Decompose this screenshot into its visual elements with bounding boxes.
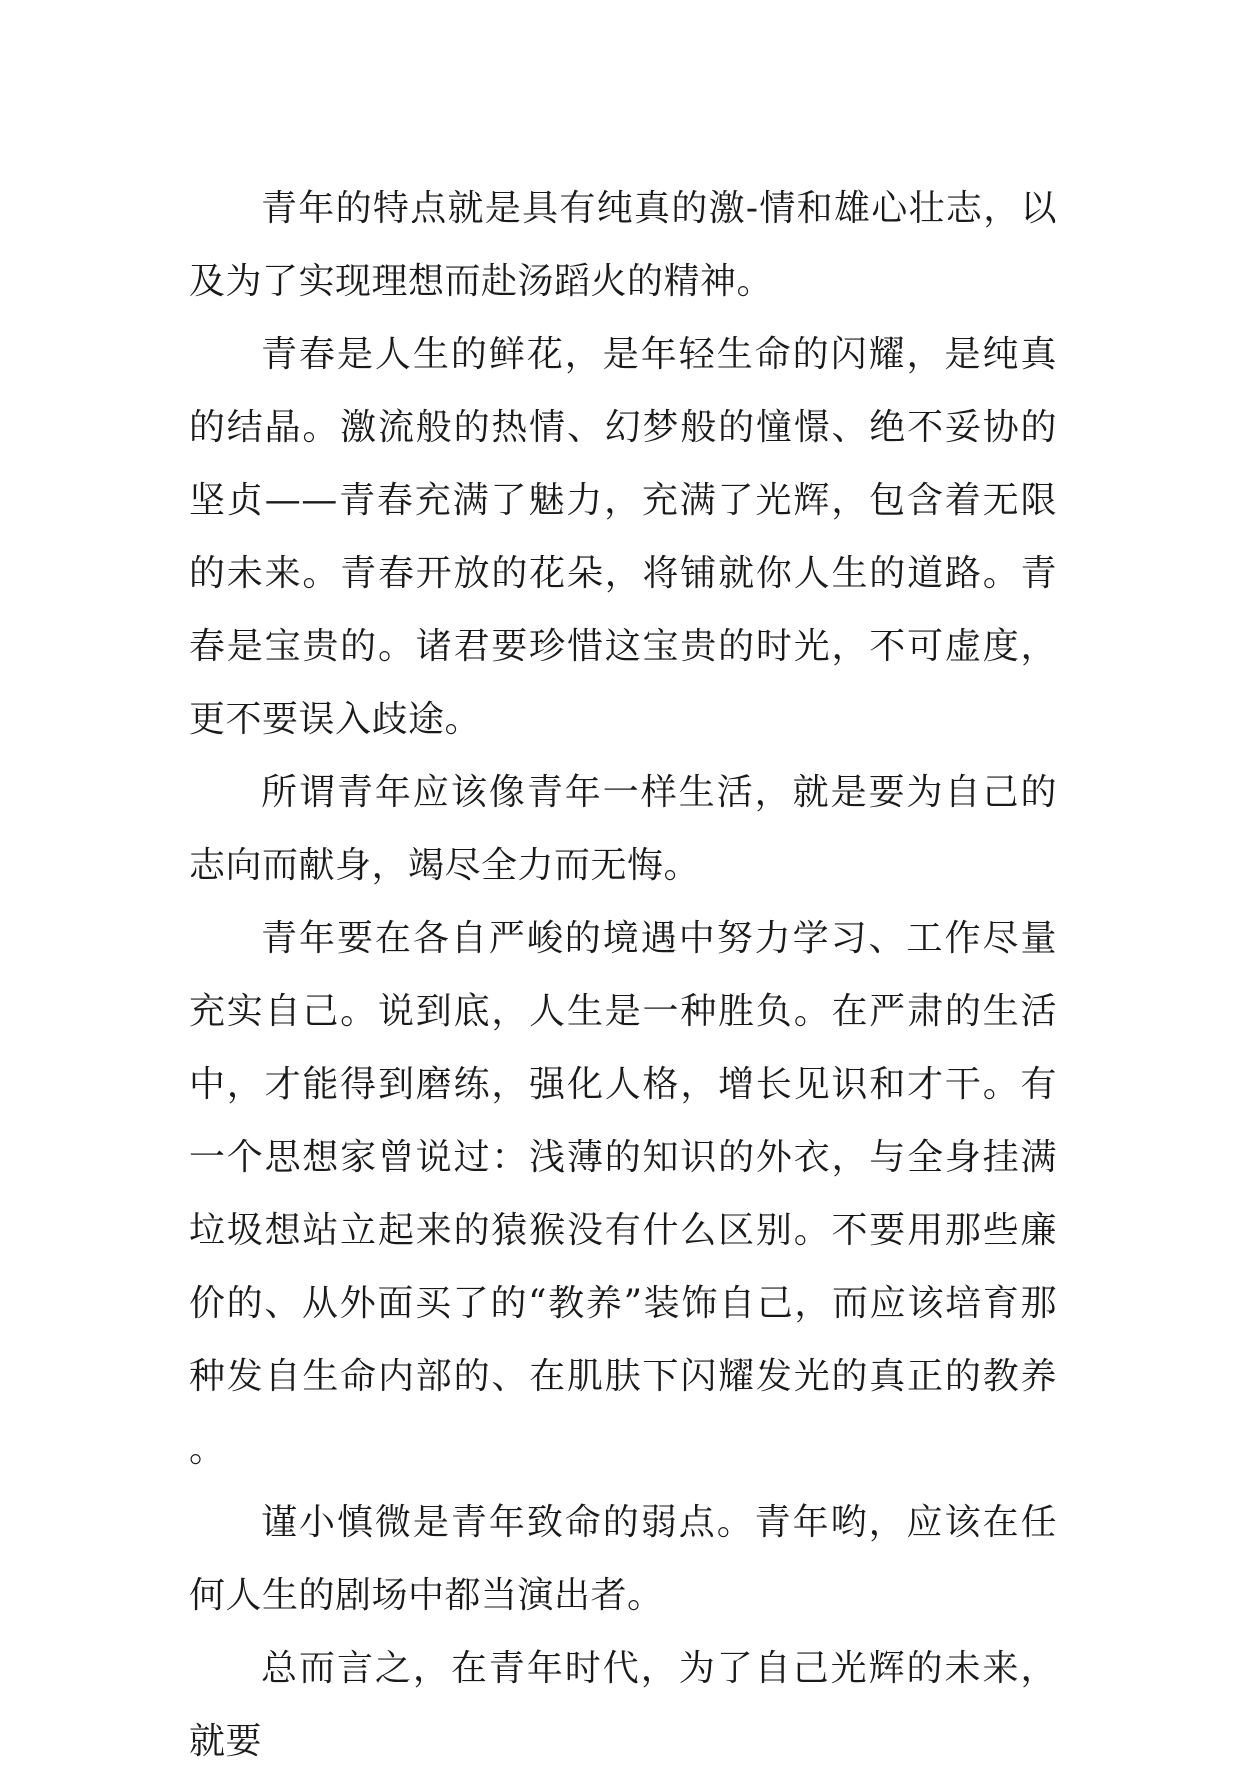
document-body	[189, 172, 1057, 1778]
paragraph-2: 青春是人生的鲜花，是年轻生命的闪耀，是纯真的结晶。激流般的热情、幻梦般的憧憬、绝不妥协的坚贞——青春充满了魅力，充满了光辉，包含着无限的未来。青春开放的花朵，将铺就你人生的道路。青春是宝贵的。诸君要珍惜这宝贵的时光，不可虚度，更不要误入歧途。	[189, 334, 1057, 740]
paragraph-3: 所谓青年应该像青年一样生活，就是要为自己的志向而献身，竭尽全力而无悔。	[189, 772, 1057, 886]
paragraph-1: 青年的特点就是具有纯真的激-情和雄心壮志，以及为了实现理想而赴汤蹈火的精神。	[189, 188, 1057, 302]
paragraph-6: 总而言之，在青年时代，为了自己光辉的未来，就要	[189, 1648, 1057, 1762]
paragraph-5: 谨小慎微是青年致命的弱点。青年哟，应该在任何人生的剧场中都当演出者。	[189, 1502, 1057, 1616]
paragraph-4: 青年要在各自严峻的境遇中努力学习、工作尽量充实自己。说到底，人生是一种胜负。在严肃的生活中，才能得到磨练，强化人格，增长见识和才干。有一个思想家曾说过：浅薄的知识的外衣，与全身挂满垃圾想站立起来的猿猴没有什么区别。不要用那些廉价的、从外面买了的“教养”装饰自己，而应该培育那种发自生命内部的、在肌肤下闪耀发光的真正的教养。	[189, 918, 1057, 1470]
